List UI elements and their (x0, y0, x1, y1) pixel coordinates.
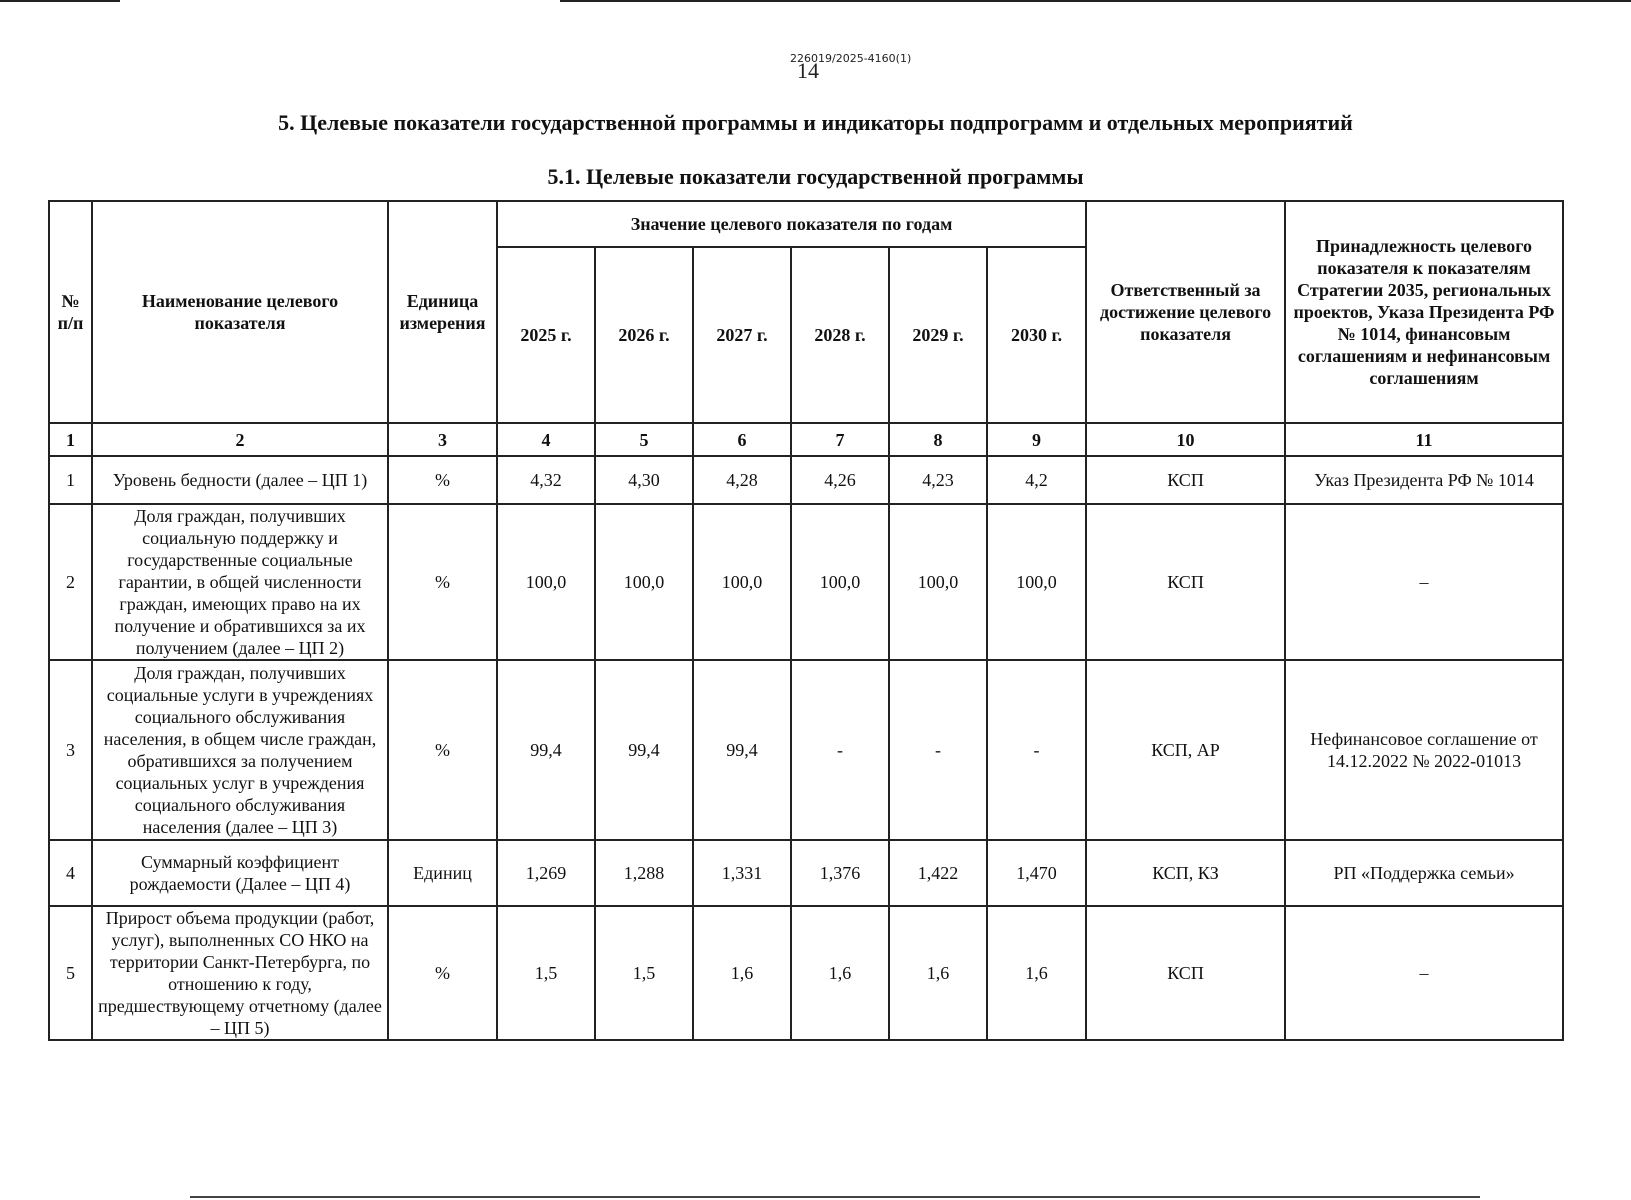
row-belonging: РП «Поддержка семьи» (1285, 840, 1563, 906)
table-row (49, 660, 1563, 840)
row-value: 100,0 (497, 504, 595, 660)
header-belonging: Принадлежность целевого показателя к показателям Стратегии 2035, региональных проектов, Указа Президента РФ № 1014, финансовым соглашениям и нефинансовым соглашениям (1285, 201, 1563, 423)
header-num: № п/п (49, 201, 92, 423)
row-value: 1,5 (497, 906, 595, 1040)
row-unit: Единиц (388, 840, 497, 906)
row-value: 100,0 (791, 504, 889, 660)
row-responsible: КСП (1086, 504, 1285, 660)
target-indicators-table (48, 200, 1564, 1041)
row-belonging: Нефинансовое соглашение от 14.12.2022 № 2022-01013 (1285, 660, 1563, 840)
column-number: 2 (92, 423, 388, 456)
row-value: 1,288 (595, 840, 693, 906)
row-num: 2 (49, 504, 92, 660)
column-number: 5 (595, 423, 693, 456)
row-num: 5 (49, 906, 92, 1040)
row-value: 99,4 (693, 660, 791, 840)
row-value: 100,0 (693, 504, 791, 660)
row-name: Доля граждан, получивших социальную поддержку и государственные социальные гарантии, в общей численности граждан, имеющих право на их получение и обратившихся за их получением (далее – ЦП 2) (92, 504, 388, 660)
subsection-title: 5.1. Целевые показатели государственной программы (547, 164, 1084, 189)
header-year: 2026 г. (595, 247, 693, 423)
row-responsible: КСП, КЗ (1086, 840, 1285, 906)
row-value: 1,6 (889, 906, 987, 1040)
header-year: 2029 г. (889, 247, 987, 423)
row-responsible: КСП, АР (1086, 660, 1285, 840)
row-value: 100,0 (987, 504, 1086, 660)
row-unit: % (388, 906, 497, 1040)
table-row (49, 456, 1563, 504)
row-belonging: Указ Президента РФ № 1014 (1285, 456, 1563, 504)
header-year: 2027 г. (693, 247, 791, 423)
row-value: - (791, 660, 889, 840)
header-unit: Единица измерения (388, 201, 497, 423)
section-title: 5. Целевые показатели государственной программы и индикаторы подпрограмм и отдельных мероприятий (278, 110, 1353, 135)
row-name: Доля граждан, получивших социальные услуги в учреждениях социального обслуживания населения, в общем числе граждан, обратившихся за получением социальных услуг в учреждения социального обслуживания населения (далее – ЦП 3) (92, 660, 388, 840)
row-unit: % (388, 504, 497, 660)
column-number: 9 (987, 423, 1086, 456)
row-value: 99,4 (497, 660, 595, 840)
top-rule-right (560, 0, 1631, 2)
row-name: Прирост объема продукции (работ, услуг), выполненных СО НКО на территории Санкт-Петербурга, по отношению к году, предшествующему отчетному (далее – ЦП 5) (92, 906, 388, 1040)
column-number: 11 (1285, 423, 1563, 456)
header-name: Наименование целевого показателя (92, 201, 388, 423)
row-responsible: КСП (1086, 906, 1285, 1040)
row-value: 1,331 (693, 840, 791, 906)
column-number: 3 (388, 423, 497, 456)
table-row (49, 840, 1563, 906)
row-value: 100,0 (889, 504, 987, 660)
header-year: 2028 г. (791, 247, 889, 423)
row-value: - (987, 660, 1086, 840)
column-number: 8 (889, 423, 987, 456)
header-values-group: Значение целевого показателя по годам (497, 201, 1086, 247)
row-value: 1,422 (889, 840, 987, 906)
document-stamp: 226019/2025-4160(1) (790, 52, 912, 65)
row-unit: % (388, 456, 497, 504)
row-value: 4,30 (595, 456, 693, 504)
row-value: 99,4 (595, 660, 693, 840)
row-value: 4,2 (987, 456, 1086, 504)
column-number: 6 (693, 423, 791, 456)
column-number: 1 (49, 423, 92, 456)
row-value: 1,6 (693, 906, 791, 1040)
row-value: 4,26 (791, 456, 889, 504)
row-value: 1,6 (987, 906, 1086, 1040)
column-number: 4 (497, 423, 595, 456)
column-number: 7 (791, 423, 889, 456)
row-value: 1,376 (791, 840, 889, 906)
row-value: 1,470 (987, 840, 1086, 906)
row-belonging: – (1285, 504, 1563, 660)
row-num: 3 (49, 660, 92, 840)
row-value: 4,28 (693, 456, 791, 504)
row-name: Суммарный коэффициент рождаемости (Далее – ЦП 4) (92, 840, 388, 906)
row-responsible: КСП (1086, 456, 1285, 504)
row-value: 4,23 (889, 456, 987, 504)
header-year: 2025 г. (497, 247, 595, 423)
column-number: 10 (1086, 423, 1285, 456)
row-unit: % (388, 660, 497, 840)
row-value: 1,5 (595, 906, 693, 1040)
header-responsible: Ответственный за достижение целевого показателя (1086, 201, 1285, 423)
row-value: 100,0 (595, 504, 693, 660)
row-name: Уровень бедности (далее – ЦП 1) (92, 456, 388, 504)
table-row (49, 906, 1563, 1040)
header-year: 2030 г. (987, 247, 1086, 423)
table-row (49, 504, 1563, 660)
row-value: 1,6 (791, 906, 889, 1040)
bottom-rule (190, 1196, 1480, 1198)
row-value: 1,269 (497, 840, 595, 906)
row-belonging: – (1285, 906, 1563, 1040)
row-num: 1 (49, 456, 92, 504)
row-value: 4,32 (497, 456, 595, 504)
top-rule-left (0, 0, 120, 2)
row-value: - (889, 660, 987, 840)
page-number: 14 (797, 58, 819, 83)
row-num: 4 (49, 840, 92, 906)
